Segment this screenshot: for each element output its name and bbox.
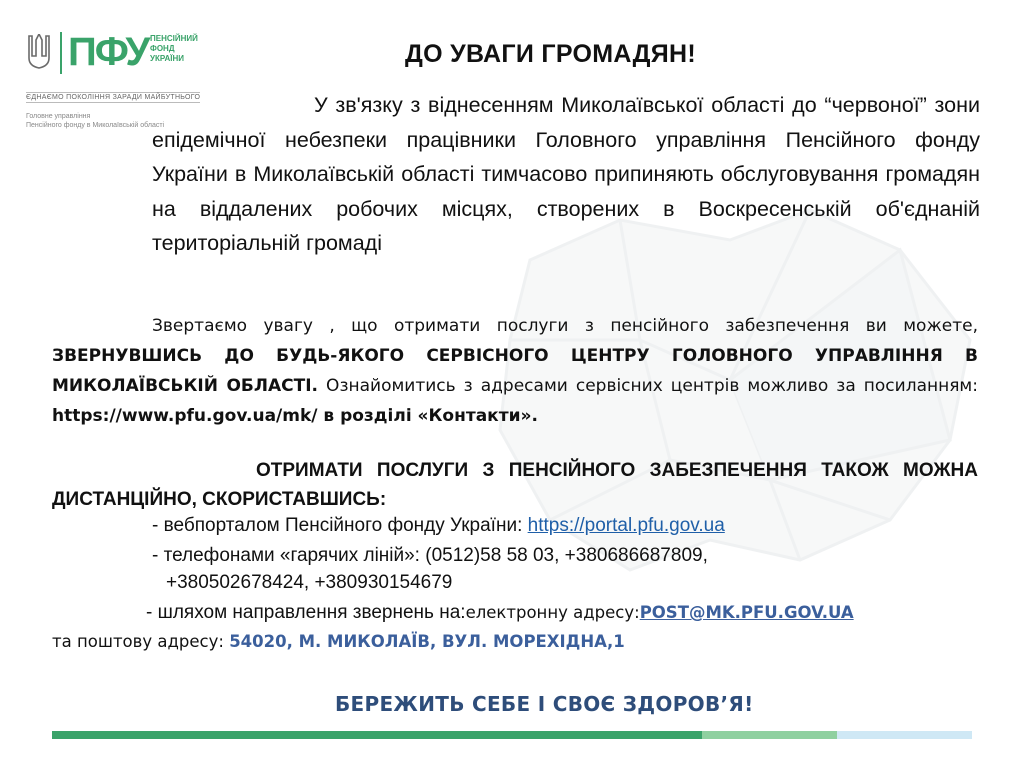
footer-slogan: БЕРЕЖИТЬ СЕБЕ І СВОЄ ЗДОРОВ’Я! [335,692,754,716]
list-item-portal [152,515,725,537]
service-intro: Звертаємо увагу , що отримати послуги з пенсійного забезпечення ви можете, [152,316,978,336]
logo-department: Головне управління Пенсійного фонду в Миколаївській області [26,113,165,129]
logo-separator [60,32,62,74]
remote-services-heading: ОТРИМАТИ ПОСЛУГИ З ПЕНСІЙНОГО ЗАБЕЗПЕЧЕННЯ ТАКОЖ МОЖНА ДИСТАНЦІЙНО, СКОРИСТАВШИСЬ: [52,460,978,510]
appeal-label: - шляхом направлення звернень на: [146,602,466,623]
footer-bar-light-blue [837,731,972,739]
logo-brand: ПФУ [68,30,149,74]
service-center-paragraph [52,311,978,431]
footer-bar-green [52,731,702,739]
service-centers-emphasis: ЗВЕРНУВШИСЬ ДО БУДЬ-ЯКОГО СЕРВІСНОГО ЦЕНТРУ ГОЛОВНОГО УПРАВЛІННЯ В МИКОЛАЇВСЬКІЙ ОБЛАСТІ. [52,346,978,396]
service-middle: Ознайомитись з адресами сервісних центрів можливо за посиланням: [318,376,978,396]
list-item-phones: - телефонами «гарячих ліній»: (0512)58 58 03, +380686687809, [152,545,708,566]
logo-fund-name: ПЕНСІЙНИЙ ФОНД УКРАЇНИ [150,34,198,63]
footer-bar-light-green [702,731,837,739]
notice-paragraph: У зв'язку з віднесенням Миколаївської області до “червоної” зони епідемічної небезпеки працівники Головного управління Пенсійного фонду України в Миколаївській області тимчасово припиняють обслуговування громадян на віддалених робочих місцях, створених в Воскресенській об'єднаній територіальній громаді [152,93,980,255]
postal-address-line [52,632,625,651]
portal-link[interactable]: https://portal.pfu.gov.ua [527,515,725,536]
list-item-appeal [146,602,854,624]
page-title: ДО УВАГИ ГРОМАДЯН! [405,40,697,68]
portal-label: - вебпорталом Пенсійного фонду України: [152,515,528,536]
email-label: електронну адресу: [465,603,640,622]
postal-label: та поштову адресу: [52,632,230,651]
trident-icon [26,34,52,70]
postal-address: 54020, М. МИКОЛАЇВ, ВУЛ. МОРЕХІДНА,1 [229,632,625,651]
contacts-link-text[interactable]: https://www.pfu.gov.ua/mk/ в розділі «Контакти». [52,406,538,426]
logo-tagline: ЄДНАЄМО ПОКОЛІННЯ ЗАРАДИ МАЙБУТНЬОГО [26,94,201,101]
email-link[interactable]: POST@MK.PFU.GOV.UA [639,603,854,622]
list-item-phones-continued: +380502678424, +380930154679 [166,572,453,593]
